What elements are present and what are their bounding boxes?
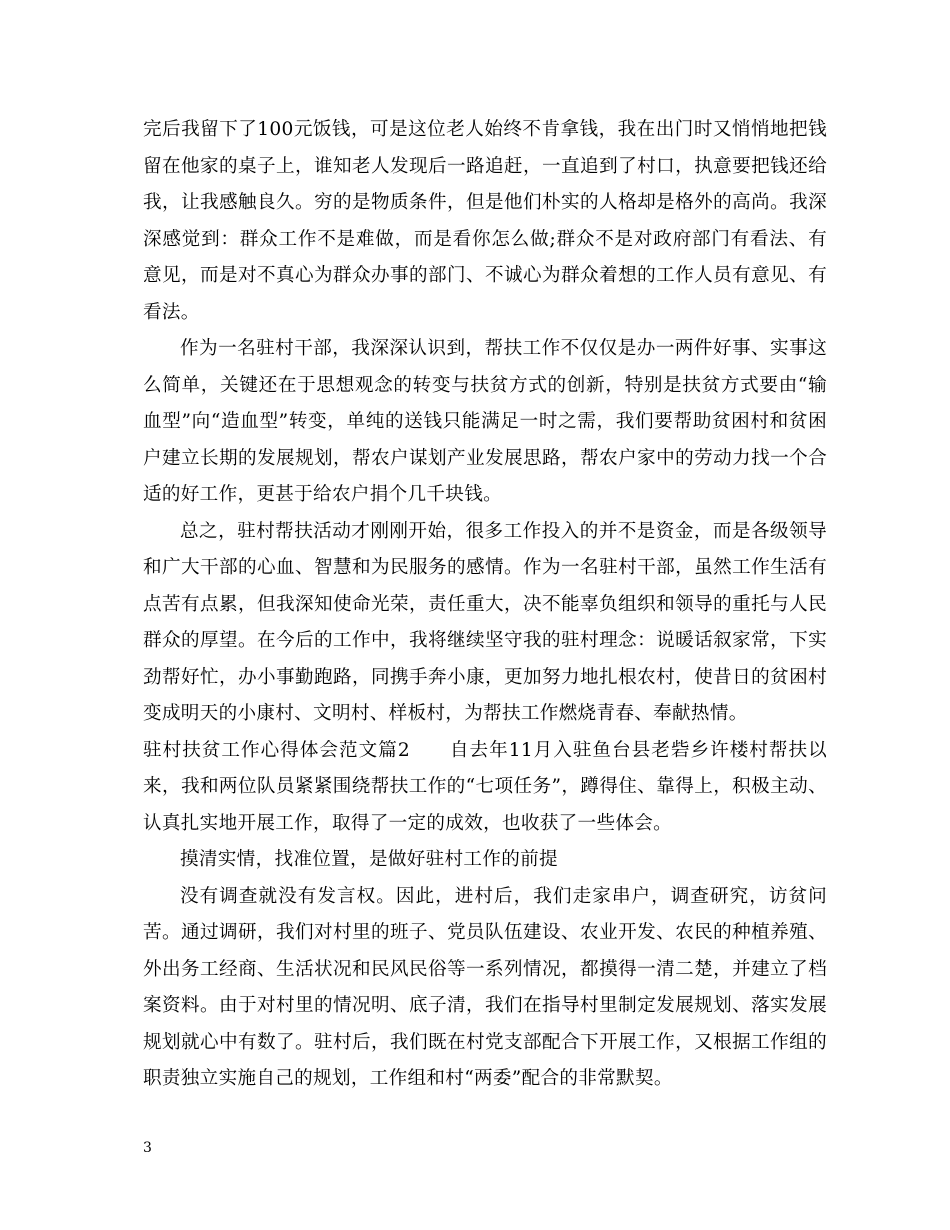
paragraph-6: 没有调查就没有发言权。因此，进村后，我们走家串户，调查研究，访贫问苦。通过调研，我们对村里的班子、党员队伍建设、农业开发、农民的种植养殖、外出务工经商、生活状况和民风民俗等一系列情况，都摸得一清二楚，并建立了档案资料。由于对村里的情况明、底子清，我们在指导村里制定发展规划、落实发展规划就心中有数了。驻村后，我们既在村党支部配合下开展工作，又根据工作组的职责独立实施自己的规划，工作组和村“两委”配合的非常默契。 [143, 885, 827, 1089]
paragraph-4-section-heading: 驻村扶贫工作心得体会范文篇2 自去年11月入驻鱼台县老砦乡许楼村帮扶以来，我和两位队员紧紧围绕帮扶工作的“七项任务”，蹲得住、靠得上，积极主动、认真扎实地开展工作，取得了一定的成效，也收获了一些体会。 [143, 739, 827, 834]
paragraph-3: 总之，驻村帮扶活动才刚刚开始，很多工作投入的并不是资金，而是各级领导和广大干部的心血、智慧和为民服务的感情。作为一名驻村干部，虽然工作生活有点苦有点累，但我深知使命光荣，责任重大，决不能辜负组织和领导的重托与人民群众的厚望。在今后的工作中，我将继续坚守我的驻村理念：说暖话叙家常，下实劲帮好忙，办小事勤跑路，同携手奔小康，更加努力地扎根农村，使昔日的贫困村变成明天的小康村、文明村、样板村，为帮扶工作燃烧青春、奉献热情。 [143, 520, 827, 724]
document-body [143, 112, 827, 1098]
paragraph-5-subheading: 摸清实情，找准位置，是做好驻村工作的前提 [180, 849, 558, 870]
page-number: 3 [143, 1140, 152, 1156]
paragraph-2: 作为一名驻村干部，我深深认识到，帮扶工作不仅仅是办一两件好事、实事这么简单，关键还在于思想观念的转变与扶贫方式的创新，特别是扶贫方式要由“输血型”向“造血型”转变，单纯的送钱只能满足一时之需，我们要帮助贫困村和贫困户建立长期的发展规划，帮农户谋划产业发展思路，帮农户家中的劳动力找一个合适的好工作，更甚于给农户捐个几千块钱。 [143, 338, 827, 505]
paragraph-1: 完后我留下了100元饭钱，可是这位老人始终不肯拿钱，我在出门时又悄悄地把钱留在他家的桌子上，谁知老人发现后一路追赶，一直追到了村口，执意要把钱还给我，让我感触良久。穷的是物质条件，但是他们朴实的人格却是格外的高尚。我深深感觉到：群众工作不是难做，而是看你怎么做;群众不是对政府部门有看法、有意见，而是对不真心为群众办事的部门、不诚心为群众着想的工作人员有意见、有看法。 [143, 119, 827, 323]
